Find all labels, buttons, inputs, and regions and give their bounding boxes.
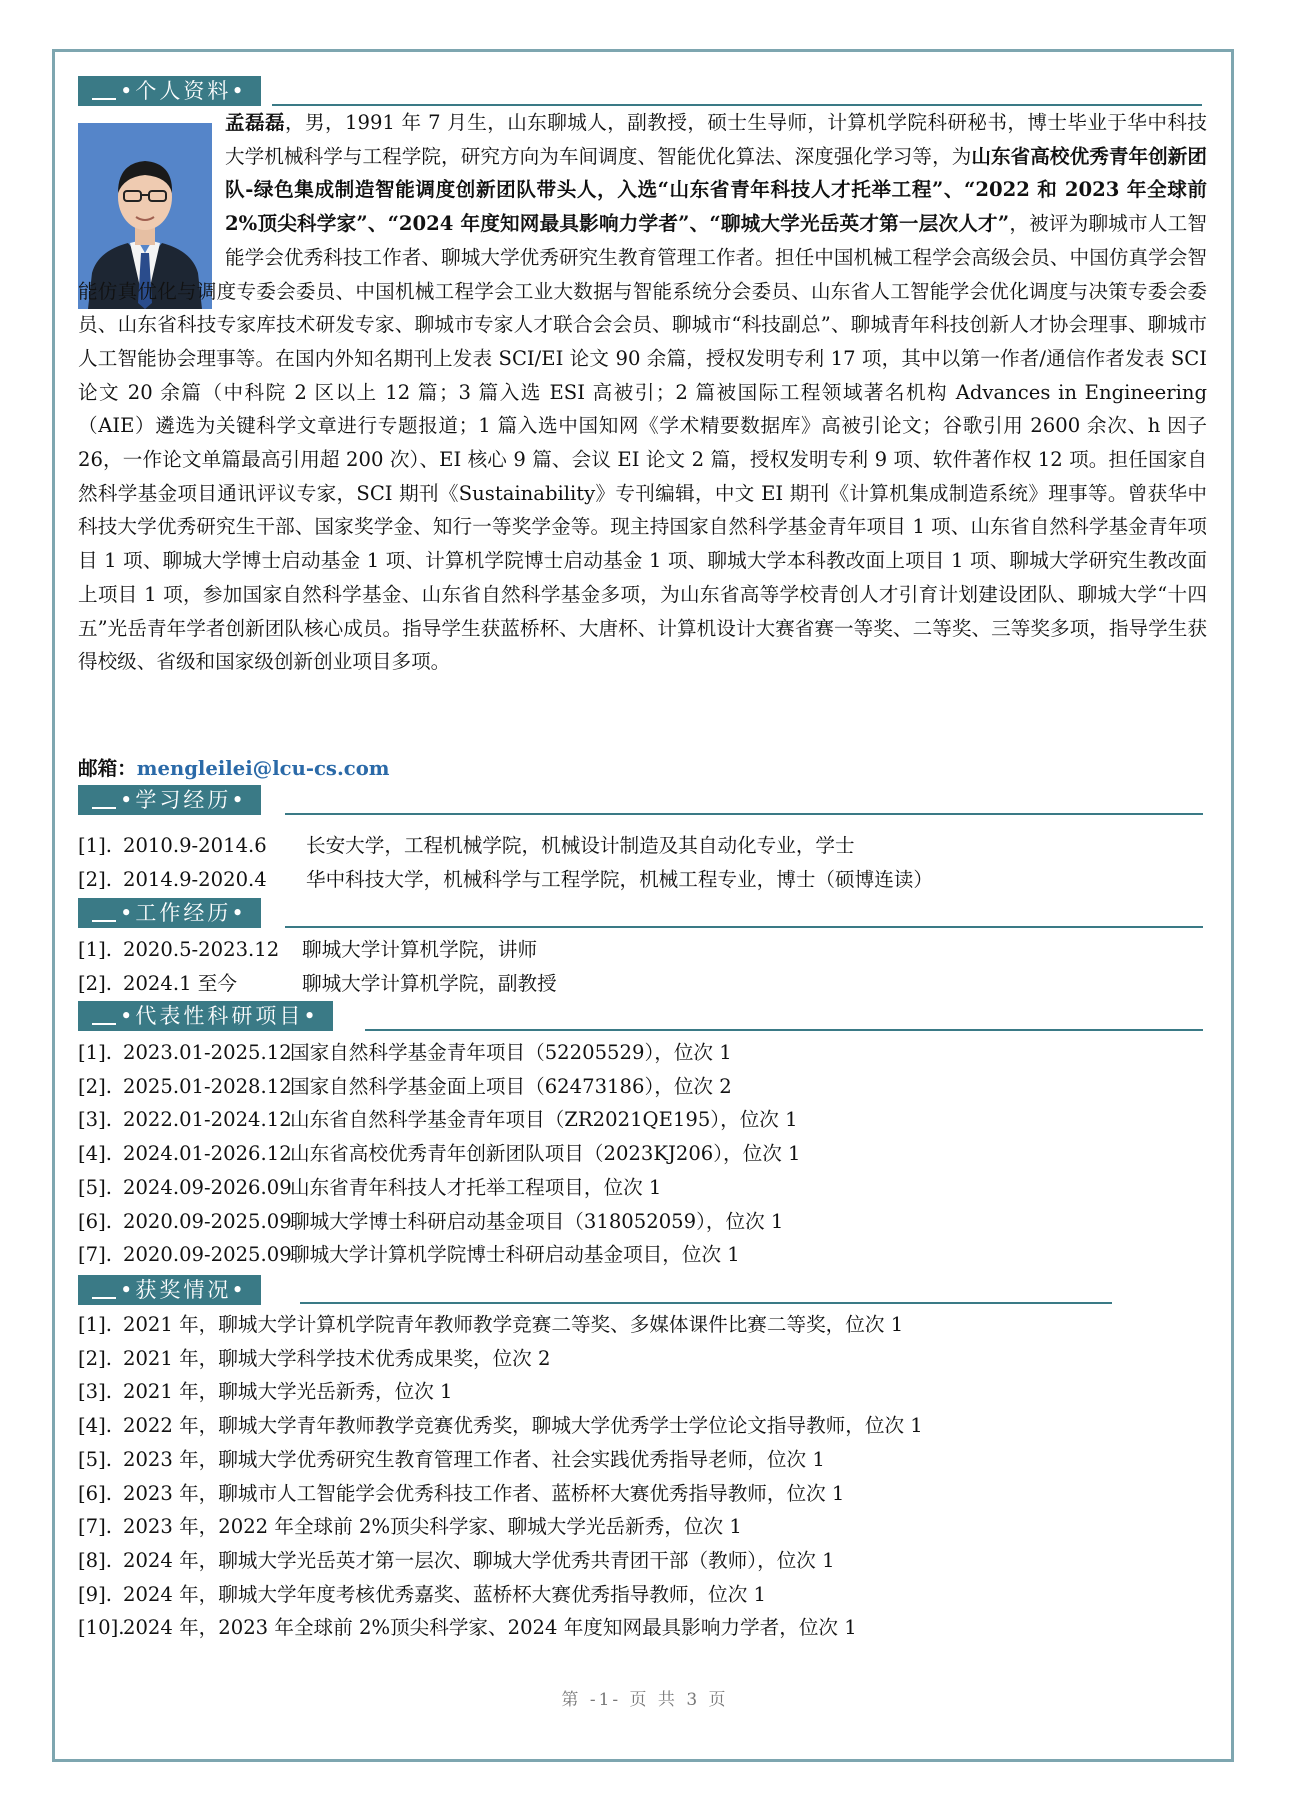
section-title: 代表性科研项目 [135,1004,304,1028]
awards-item [78,1409,923,1443]
section-title-bar: •获奖情况• [78,1275,261,1305]
item-text: 2023 年，聊城大学优秀研究生教育管理工作者、社会实践优秀指导老师，位次 1 [123,1447,825,1471]
education-item [78,863,933,897]
item-date: 2025.01-2028.12 [123,1074,292,1098]
section-rule [285,813,1203,815]
section-title: 获奖情况 [135,1278,232,1302]
item-description: 山东省青年科技人才托举工程项目，位次 1 [290,1175,662,1199]
section-header-profile [78,76,261,106]
item-date: 2020.5-2023.12 [123,938,280,961]
item-text: 2021 年，聊城大学光岳新秀，位次 1 [123,1380,453,1404]
projects-item [78,1103,801,1137]
profile-intro-1: ，男，1991 年 7 月生，山东聊城人，副教授，硕士生导师，计算机学院科研秘书，博士毕业于华中科技大学机械科学与工程学院，研究方向为车间调度、智能优化算法、深度强化学习等，为 [225,111,1208,168]
item-text: 2023 年，2022 年全球前 2%顶尖科学家、聊城大学光岳新秀，位次 1 [123,1515,742,1539]
section-header-education [78,785,261,815]
item-text: 2024 年，聊城大学光岳英才第一层次、聊城大学优秀共青团干部（教师），位次 1 [123,1548,835,1572]
projects-list [78,1036,801,1272]
profile-name: 孟磊磊 [225,111,286,134]
section-header-work [78,898,261,928]
item-date: 2020.09-2025.09 [123,1243,292,1267]
item-index: [7]. [78,1515,112,1539]
awards-item [78,1342,923,1376]
email-label: 邮箱： [78,757,137,780]
projects-item [78,1171,801,1205]
item-text: 2022 年，聊城大学青年教师教学竞赛优秀奖，聊城大学优秀学士学位论文指导教师，位次 1 [123,1414,923,1438]
awards-item [78,1611,923,1645]
item-index: [5]. [78,1175,112,1199]
item-description: 山东省自然科学基金青年项目（ZR2021QE195），位次 1 [290,1108,798,1132]
section-rule [285,926,1203,928]
item-date: 2024.1 至今 [123,971,237,995]
item-text: 2024 年，2023 年全球前 2%顶尖科学家、2024 年度知网最具影响力学者，位次 1 [123,1616,857,1640]
awards-item [78,1510,923,1544]
profile-intro-2: ，被评为聊城市人工智能学会优秀科技工作者、聊城大学优秀研究生教育管理工作者。担任中国机械工程学会高级会员、中国仿真学会智能仿真优化与调度专委会委员、中国机械工程学会工业大数据与智能系统分会委员、山东省人工智能学会优化调度与决策专委会委员、山东省科技专家库技术研发专家、聊城市专家人才联合会会员、聊城市“科技副总”、聊城青年科技创新人才协会理事、聊城市人工智能协会理事等。在国内外知名期刊上发表 SCI/EI 论文 90 余篇，授权发明专利 17 项，其中以第一作者/通信作者发表 SCI 论文 20 余篇（中科院 2 区以上 12 篇；3 篇入选 ESI 高被引；2 篇被国际工程领域著名机构 Advances in Engineering（AIE）遴选为关键科学文章进行专题报道；1 篇入选中国知网《学术精要数据库》高被引论文；谷歌引用 2600 余次、h 因子 26，一作论文单篇最高引用超 200 次）、EI 核心 9 篇、会议 EI 论文 2 篇，授权发明专利 9 项、软件著作权 12 项。担任国家自然科学基金项目通讯评议专家，SCI 期刊《Sustainability》专刊编辑，中文 EI 期刊《计算机集成制造系统》理事等。曾获华中科技大学优秀研究生干部、国家奖学金、知行一等奖学金等。现主持国家自然科学基金青年项目 1 项、山东省自然科学基金青年项目 1 项、聊城大学博士启动基金 1 项、计算机学院博士启动基金 1 项、聊城大学本科教改面上项目 1 项、聊城大学研究生教改面上项目 1 项，参加国家自然科学基金、山东省自然科学基金多项，为山东省高等学校青创人才引育计划建设团队、聊城大学“十四五”光岳青年学者创新团队核心成员。指导学生获蓝桥杯、大唐杯、计算机设计大赛省赛一等奖、二等奖、三等奖多项，指导学生获得校级、省级和国家级创新创业项目多项。 [78,212,1207,674]
item-index: [2]. [78,1346,112,1370]
item-index: [6]. [78,1481,112,1505]
item-text: 2024 年，聊城大学年度考核优秀嘉奖、蓝桥杯大赛优秀指导教师，位次 1 [123,1582,767,1606]
education-item [78,829,933,863]
item-date: 2014.9-2020.4 [123,867,267,891]
awards-list [78,1308,923,1645]
item-index: [3]. [78,1108,112,1132]
section-header-projects [78,1001,333,1031]
item-index: [1]. [78,834,112,857]
item-text: 2021 年，聊城大学科学技术优秀成果奖，位次 2 [123,1346,551,1370]
item-description: 山东省高校优秀青年创新团队项目（2023KJ206），位次 1 [290,1142,801,1166]
item-date: 2023.01-2025.12 [123,1041,292,1064]
email-row [78,752,390,781]
item-description: 聊城大学计算机学院，讲师 [302,938,538,961]
item-index: [7]. [78,1243,112,1267]
awards-item [78,1578,923,1612]
section-title: 工作经历 [135,901,232,925]
item-index: [10]. [78,1616,125,1640]
section-title-bar: •代表性科研项目• [78,1001,333,1031]
projects-item [78,1205,801,1239]
item-date: 2024.09-2026.09 [123,1175,292,1199]
item-description: 国家自然科学基金面上项目（62473186），位次 2 [290,1074,732,1098]
section-rule [300,1302,1112,1304]
item-description: 聊城大学博士科研启动基金项目（318052059），位次 1 [290,1209,784,1233]
projects-item [78,1036,801,1070]
item-date: 2024.01-2026.12 [123,1142,292,1166]
awards-item [78,1375,923,1409]
section-title-bar: •个人资料• [78,76,261,106]
section-title: 学习经历 [135,788,232,812]
item-description: 国家自然科学基金青年项目（52205529），位次 1 [290,1041,732,1064]
awards-item [78,1443,923,1477]
item-index: [9]. [78,1582,112,1606]
item-date: 2020.09-2025.09 [123,1209,292,1233]
item-date: 2010.9-2014.6 [123,834,267,857]
item-index: [4]. [78,1142,112,1166]
work-item [78,933,557,967]
item-index: [1]. [78,938,112,961]
work-item [78,967,557,1001]
item-text: 2021 年，聊城大学计算机学院青年教师教学竞赛二等奖、多媒体课件比赛二等奖，位次 1 [123,1313,904,1336]
awards-item [78,1477,923,1511]
awards-item [78,1544,923,1578]
section-title-bar: •工作经历• [78,898,261,928]
projects-item [78,1137,801,1171]
projects-item [78,1070,801,1104]
item-index: [2]. [78,1074,112,1098]
section-title-bar: •学习经历• [78,785,261,815]
item-index: [4]. [78,1414,112,1438]
awards-item [78,1308,923,1342]
work-list [78,933,557,1000]
item-description: 长安大学，工程机械学院，机械设计制造及其自动化专业，学士 [306,834,855,857]
section-rule [365,1029,1203,1031]
photo-spacer [78,106,225,274]
item-index: [5]. [78,1447,112,1471]
item-description: 华中科技大学，机械科学与工程学院，机械工程专业，博士（硕博连读） [306,867,933,891]
projects-item [78,1238,801,1272]
profile-paragraph [78,106,1207,679]
item-text: 2023 年，聊城市人工智能学会优秀科技工作者、蓝桥杯大赛优秀指导教师，位次 1 [123,1481,845,1505]
item-index: [1]. [78,1313,112,1336]
item-index: [6]. [78,1209,112,1233]
education-list [78,829,933,896]
page-footer: 第 -1- 页 共 3 页 [561,1690,729,1710]
item-index: [1]. [78,1041,112,1064]
section-title: 个人资料 [135,79,232,103]
item-date: 2022.01-2024.12 [123,1108,292,1132]
item-index: [3]. [78,1380,112,1404]
item-description: 聊城大学计算机学院，副教授 [302,971,557,995]
section-header-awards [78,1275,261,1305]
email-link[interactable]: mengleilei@lcu-cs.com [136,757,390,780]
item-index: [2]. [78,867,112,891]
profile-honors: 山东省高校优秀青年创新团队-绿色集成制造智能调度创新团队带头人，入选“山东省青年科技人才托举工程”、“2022 和 2023 年全球前 2%顶尖科学家”、“2024 年度知网最具影响力学者”、“聊城大学光岳英才第一层次人才” [225,144,1208,236]
item-index: [8]. [78,1548,112,1572]
item-description: 聊城大学计算机学院博士科研启动基金项目，位次 1 [290,1243,740,1267]
item-index: [2]. [78,971,112,995]
